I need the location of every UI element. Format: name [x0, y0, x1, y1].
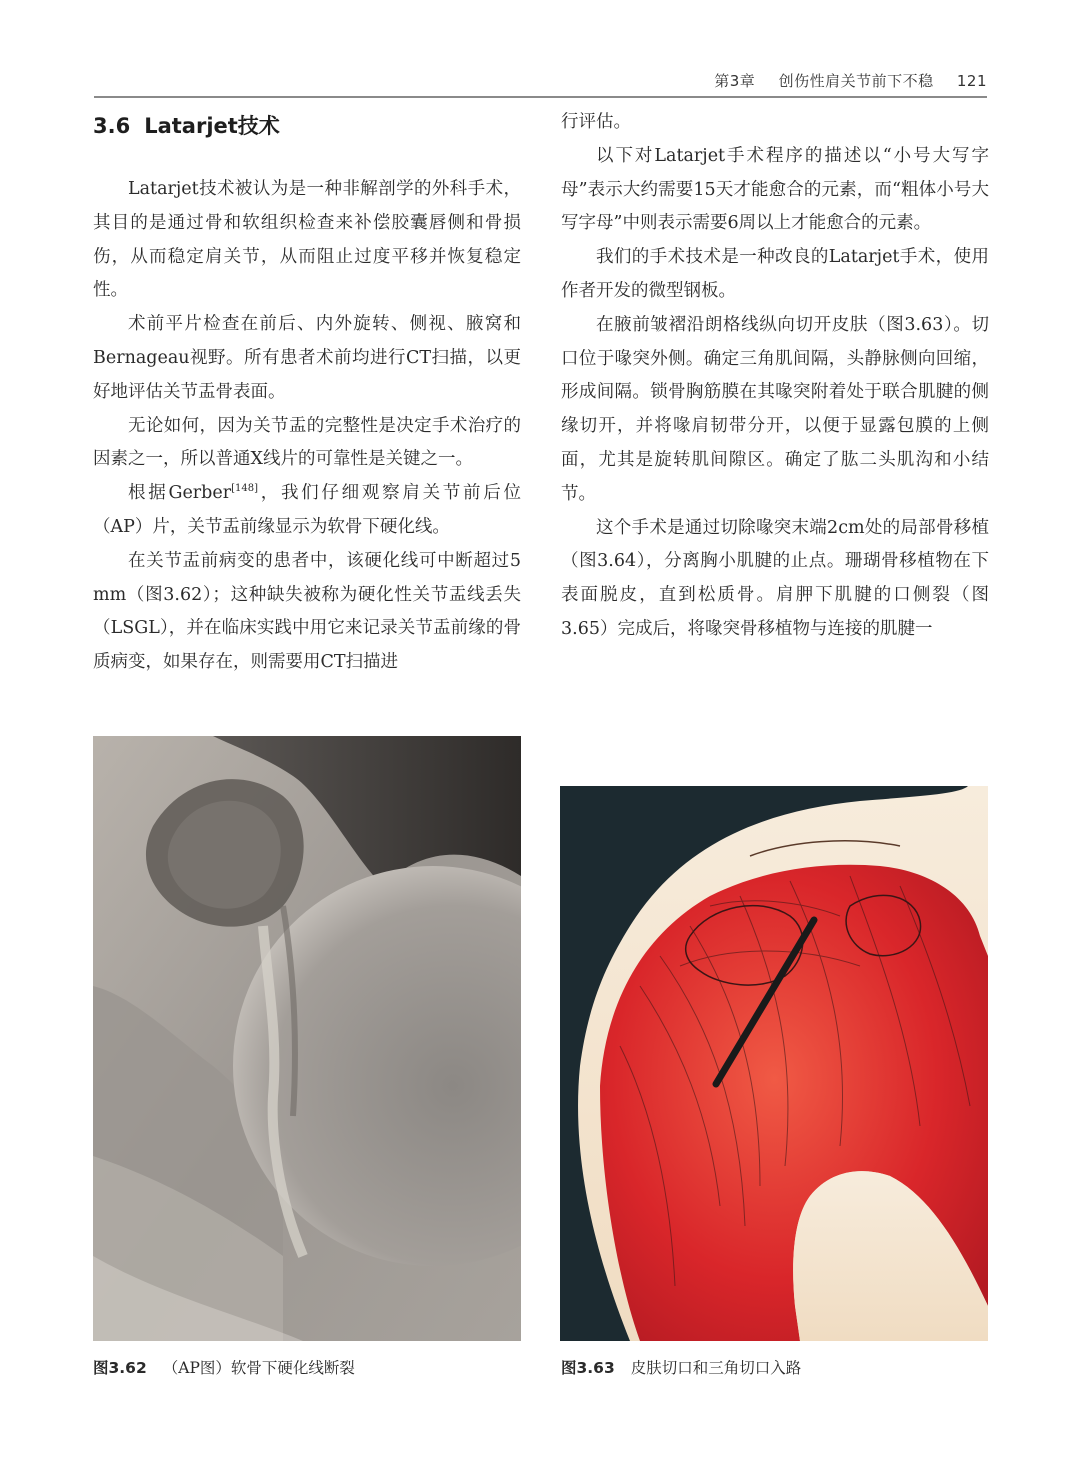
chapter-title: 创伤性肩关节前下不稳	[778, 72, 934, 90]
section-number: 3.6	[93, 114, 131, 138]
paragraph: 术前平片检查在前后、内外旋转、侧视、腋窝和Bernageau视野。所有患者术前均进行CT扫描，以更好地评估关节盂骨表面。	[93, 314, 521, 402]
chapter-number: 第3章	[714, 72, 756, 90]
figure-caption	[93, 1356, 355, 1378]
figure-caption	[561, 1356, 801, 1378]
paragraph: 这个手术是通过切除喙突末端2cm处的局部骨移植（图3.64），分离胸小肌腱的止点。珊瑚骨移植物在下表面脱皮，直到松质骨。肩胛下肌腱的口侧裂（图3.65）完成后，将喙突骨移植物与连接的肌腱一	[561, 517, 989, 639]
caption-text: 皮肤切口和三角切口入路	[630, 1359, 802, 1377]
caption-text: （AP图）软骨下硬化线断裂	[162, 1359, 355, 1377]
figure-xray	[93, 736, 521, 1341]
paragraph: Latarjet技术被认为是一种非解剖学的外科手术，其目的是通过骨和软组织检查来补偿胶囊唇侧和骨损伤，从而稳定肩关节，从而阻止过度平移并恢复稳定性。	[93, 179, 521, 301]
paragraph: 我们的手术技术是一种改良的Latarjet手术，使用作者开发的微型钢板。	[561, 247, 989, 301]
paragraph: 行评估。	[561, 112, 631, 132]
section-heading	[93, 110, 280, 140]
shoulder-illustration	[560, 786, 988, 1341]
figure-label: 图3.63	[561, 1359, 615, 1377]
paragraph: 以下对Latarjet手术程序的描述以“小号大写字母”表示大约需要15天才能愈合的元素，而“粗体小号大写字母”中则表示需要6周以上才能愈合的元素。	[561, 145, 989, 234]
gerber-continuation: （AP）片，关节盂前缘显示为软骨下硬化线。	[93, 516, 450, 537]
paragraph: 在关节盂前病变的患者中，该硬化线可中断超过5 mm（图3.62）；这种缺失被称为硬化性关节盂线丢失（LSGL），并在临床实践中用它来记录关节盂前缘的骨质病变，如果存在，则需要用CT扫描进	[93, 550, 521, 673]
left-column	[93, 173, 521, 680]
header-text	[696, 70, 987, 91]
running-header	[94, 68, 987, 98]
citation-ref: [148]	[231, 483, 258, 495]
gerber-suffix: ，我们仔细观察肩关节前后位	[257, 483, 521, 504]
right-column	[561, 106, 989, 647]
gerber-prefix: 根据Gerber	[128, 483, 232, 504]
paragraph-gerber	[93, 477, 521, 545]
page-number: 121	[956, 72, 987, 90]
section-title: Latarjet技术	[144, 114, 280, 138]
paragraph: 无论如何，因为关节盂的完整性是决定手术治疗的因素之一，所以普通X线片的可靠性是关键之一。	[93, 415, 521, 470]
paragraph: 在腋前皱褶沿朗格线纵向切开皮肤（图3.63）。切口位于喙突外侧。确定三角肌间隔，头静脉侧向回缩，形成间隔。锁骨胸筋膜在其喙突附着处于联合肌腱的侧缘切开，并将喙肩韧带分开，以便于显露包膜的上侧面，尤其是旋转肌间隙区。确定了肱二头肌沟和小结节。	[561, 314, 989, 504]
figure-illustration	[560, 786, 988, 1341]
xray-image	[93, 736, 521, 1341]
figure-label: 图3.62	[93, 1359, 147, 1377]
